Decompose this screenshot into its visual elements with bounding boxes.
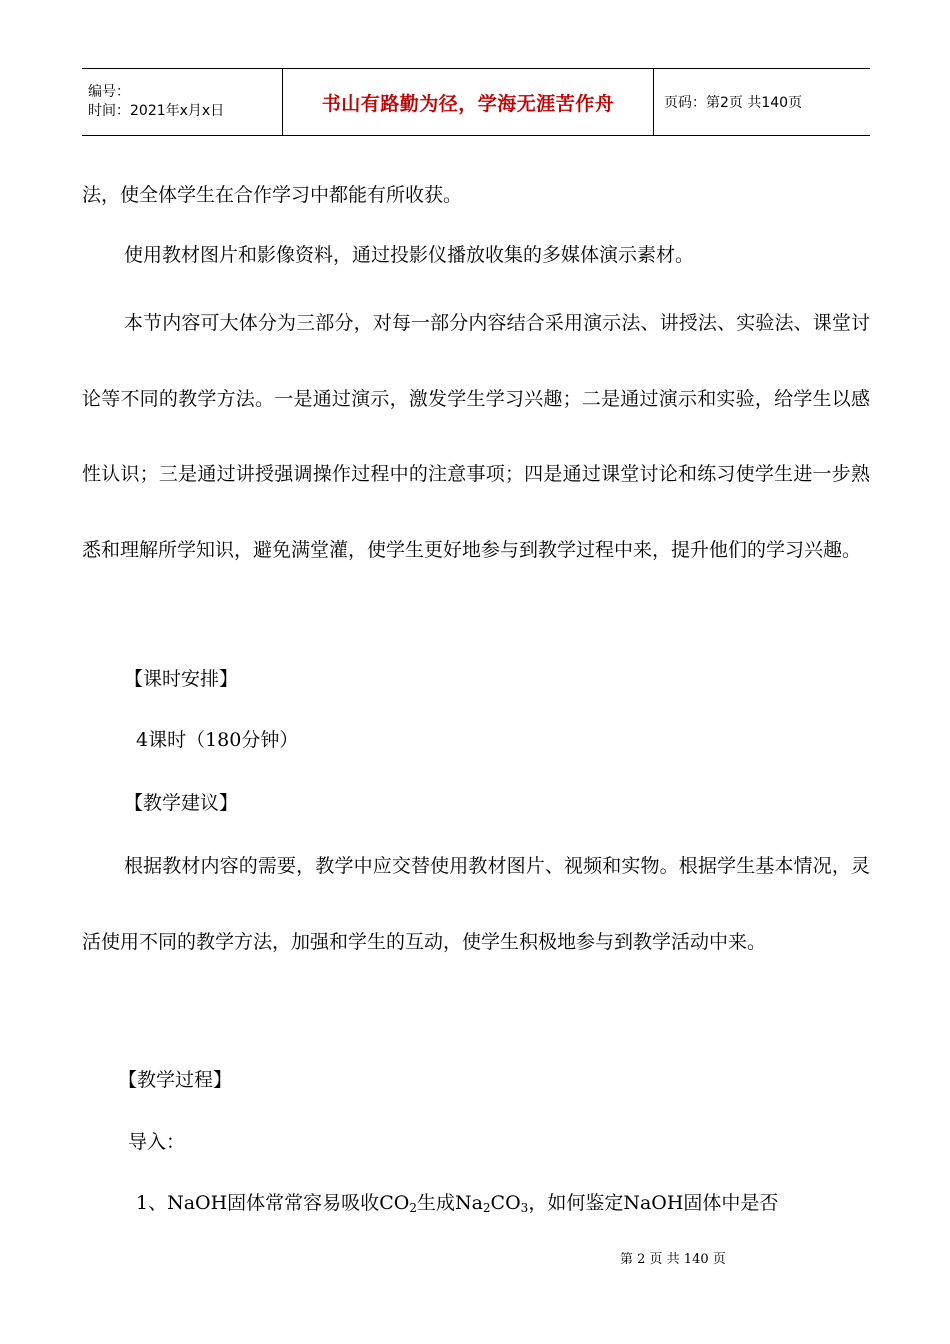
page-footer: 第 2 页 共 140 页 [620, 1252, 726, 1267]
heading-advice: 【教学建议】 [124, 792, 239, 814]
q1-sub-3: 3 [520, 1201, 529, 1215]
q1-part-d: ，如何鉴定NaOH固体中是否 [528, 1192, 779, 1214]
header-page-cell [654, 69, 870, 135]
q1-sub-2: 2 [482, 1201, 491, 1215]
q1-part-b: 生成Na [416, 1192, 483, 1214]
paragraph-materials: 使用教材图片和影像资料，通过投影仪播放收集的多媒体演示素材。 [124, 244, 695, 266]
paragraph-methods: 本节内容可大体分为三部分，对每一部分内容结合采用演示法、讲授法、实验法、课堂讨论等不同的教学方法。一是通过演示，激发学生学习兴趣；二是通过演示和实验，给学生以感性认识；三是通过讲授强调操作过程中的注意事项；四是通过课堂讨论和练习使学生进一步熟悉和理解所学知识，避免满堂灌，使学生更好地参与到教学过程中来，提升他们的学习兴趣。 [82, 312, 870, 561]
header-motto-cell [282, 69, 654, 135]
q1-sub-1: 2 [409, 1201, 417, 1215]
q1-part-a: 1、NaOH固体常常容易吸收CO [136, 1192, 410, 1214]
number-label: 编号： [88, 84, 130, 100]
motto: 书山有路勤为径，学海无涯苦作舟 [321, 92, 615, 115]
paragraph-advice: 根据教材内容的需要，教学中应交替使用教材图片、视频和实物。根据学生基本情况，灵活使用不同的教学方法，加强和学生的互动，使学生积极地参与到教学活动中来。 [82, 855, 870, 953]
intro-label: 导入： [128, 1131, 186, 1153]
page-info: 页码：第2页 共140页 [664, 95, 803, 111]
heading-schedule: 【课时安排】 [124, 668, 239, 690]
continued-line: 法，使全体学生在合作学习中都能有所收获。 [82, 184, 463, 206]
question-1 [136, 1166, 778, 1241]
page-header [82, 68, 870, 136]
header-meta [82, 69, 282, 135]
q1-part-c: CO [490, 1192, 521, 1214]
heading-process: 【教学过程】 [118, 1069, 233, 1091]
schedule-text: 4课时（180分钟） [136, 729, 299, 751]
date-label: 时间：2021年x月x日 [88, 103, 225, 119]
